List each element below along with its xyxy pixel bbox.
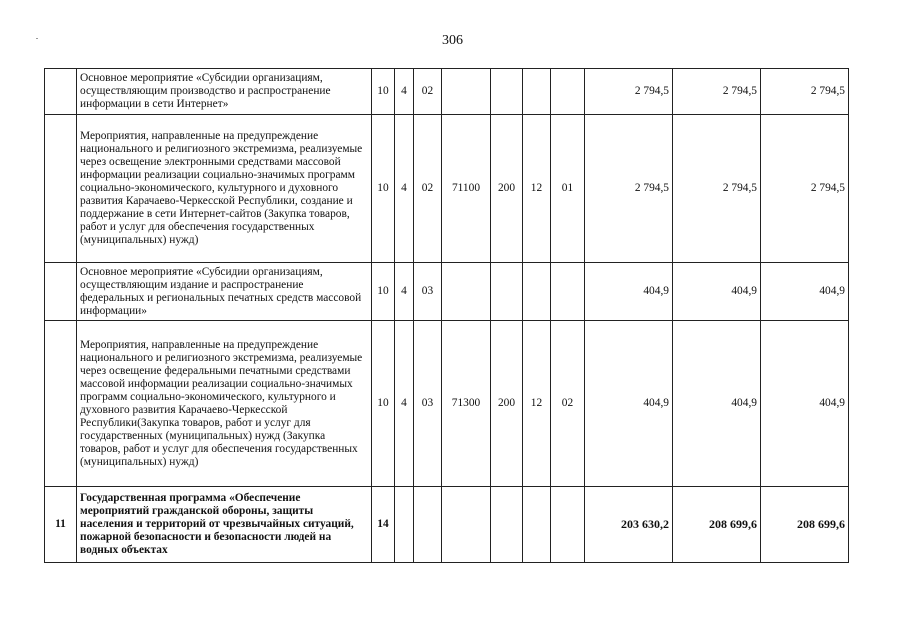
code-sub2: 02	[551, 321, 585, 487]
page-number: 306	[442, 33, 463, 48]
code-sub2	[551, 263, 585, 321]
code-sub1: 12	[523, 115, 551, 263]
code-item: 02	[414, 69, 442, 115]
code-section: 14	[372, 487, 395, 563]
table-row	[45, 487, 849, 563]
row-name: Основное мероприятие «Субсидии организациям, осуществляющим производство и распространение информации в сети Интернет»	[77, 69, 372, 115]
code-item	[414, 487, 442, 563]
row-number	[45, 321, 77, 487]
value-year-1: 2 794,5	[585, 115, 673, 263]
code-expense-type: 200	[491, 321, 523, 487]
value-year-1: 404,9	[585, 263, 673, 321]
code-section: 10	[372, 69, 395, 115]
row-number	[45, 115, 77, 263]
code-subsection: 4	[395, 115, 414, 263]
code-direction: 71100	[442, 115, 491, 263]
code-subsection: 4	[395, 263, 414, 321]
code-sub2: 01	[551, 115, 585, 263]
value-year-2: 2 794,5	[673, 115, 761, 263]
code-sub2	[551, 69, 585, 115]
value-year-2: 404,9	[673, 263, 761, 321]
value-year-3: 2 794,5	[761, 115, 849, 263]
table-row	[45, 115, 849, 263]
value-year-3: 404,9	[761, 263, 849, 321]
table-row	[45, 69, 849, 115]
value-year-3: 404,9	[761, 321, 849, 487]
code-section: 10	[372, 115, 395, 263]
value-year-3: 2 794,5	[761, 69, 849, 115]
row-name: Мероприятия, направленные на предупреждение национального и религиозного экстремизма, реализуемые через освещение электронными средствами массовой информации реализации социально-значимых программ социально-экономического, культурного и духовного развития Карачаево-Черкесской Республики, создание и поддержание в сети Интернет-сайтов (Закупка товаров, работ и услуг для обеспечения государственных (муниципальных) нужд)	[77, 115, 372, 263]
value-year-2: 404,9	[673, 321, 761, 487]
row-name: Мероприятия, направленные на предупреждение национального и религиозного экстремизма, реализуемые через освещение федеральными печатными средствами массовой информации реализации социально-значимых программ социально-экономического, культурного и духовного развития Карачаево-Черкесской Республики(Закупка товаров, работ и услуг для государственных (муниципальных) нужд (Закупка товаров, работ и услуг для обеспечения государственных (муниципальных) нужд)	[77, 321, 372, 487]
row-number	[45, 263, 77, 321]
code-sub1	[523, 263, 551, 321]
code-expense-type	[491, 487, 523, 563]
value-year-2: 208 699,6	[673, 487, 761, 563]
code-item: 02	[414, 115, 442, 263]
code-expense-type	[491, 69, 523, 115]
code-sub2	[551, 487, 585, 563]
code-expense-type	[491, 263, 523, 321]
row-name: Основное мероприятие «Субсидии организациям, осуществляющим издание и распространение федеральных и региональных печатных средств массовой информации»	[77, 263, 372, 321]
code-expense-type: 200	[491, 115, 523, 263]
value-year-1: 203 630,2	[585, 487, 673, 563]
code-item: 03	[414, 321, 442, 487]
value-year-3: 208 699,6	[761, 487, 849, 563]
budget-table	[44, 68, 849, 563]
value-year-2: 2 794,5	[673, 69, 761, 115]
value-year-1: 404,9	[585, 321, 673, 487]
code-section: 10	[372, 263, 395, 321]
code-sub1: 12	[523, 321, 551, 487]
code-direction	[442, 487, 491, 563]
value-year-1: 2 794,5	[585, 69, 673, 115]
code-sub1	[523, 69, 551, 115]
code-subsection	[395, 487, 414, 563]
code-direction	[442, 69, 491, 115]
code-subsection: 4	[395, 321, 414, 487]
row-number: 11	[45, 487, 77, 563]
code-subsection: 4	[395, 69, 414, 115]
code-section: 10	[372, 321, 395, 487]
row-name: Государственная программа «Обеспечение мероприятий гражданской обороны, защиты населения и территорий от чрезвычайных ситуаций, пожарной безопасности и безопасности людей на водных объектах	[77, 487, 372, 563]
row-number	[45, 69, 77, 115]
table-row	[45, 321, 849, 487]
code-direction: 71300	[442, 321, 491, 487]
code-direction	[442, 263, 491, 321]
table-row	[45, 263, 849, 321]
code-item: 03	[414, 263, 442, 321]
code-sub1	[523, 487, 551, 563]
